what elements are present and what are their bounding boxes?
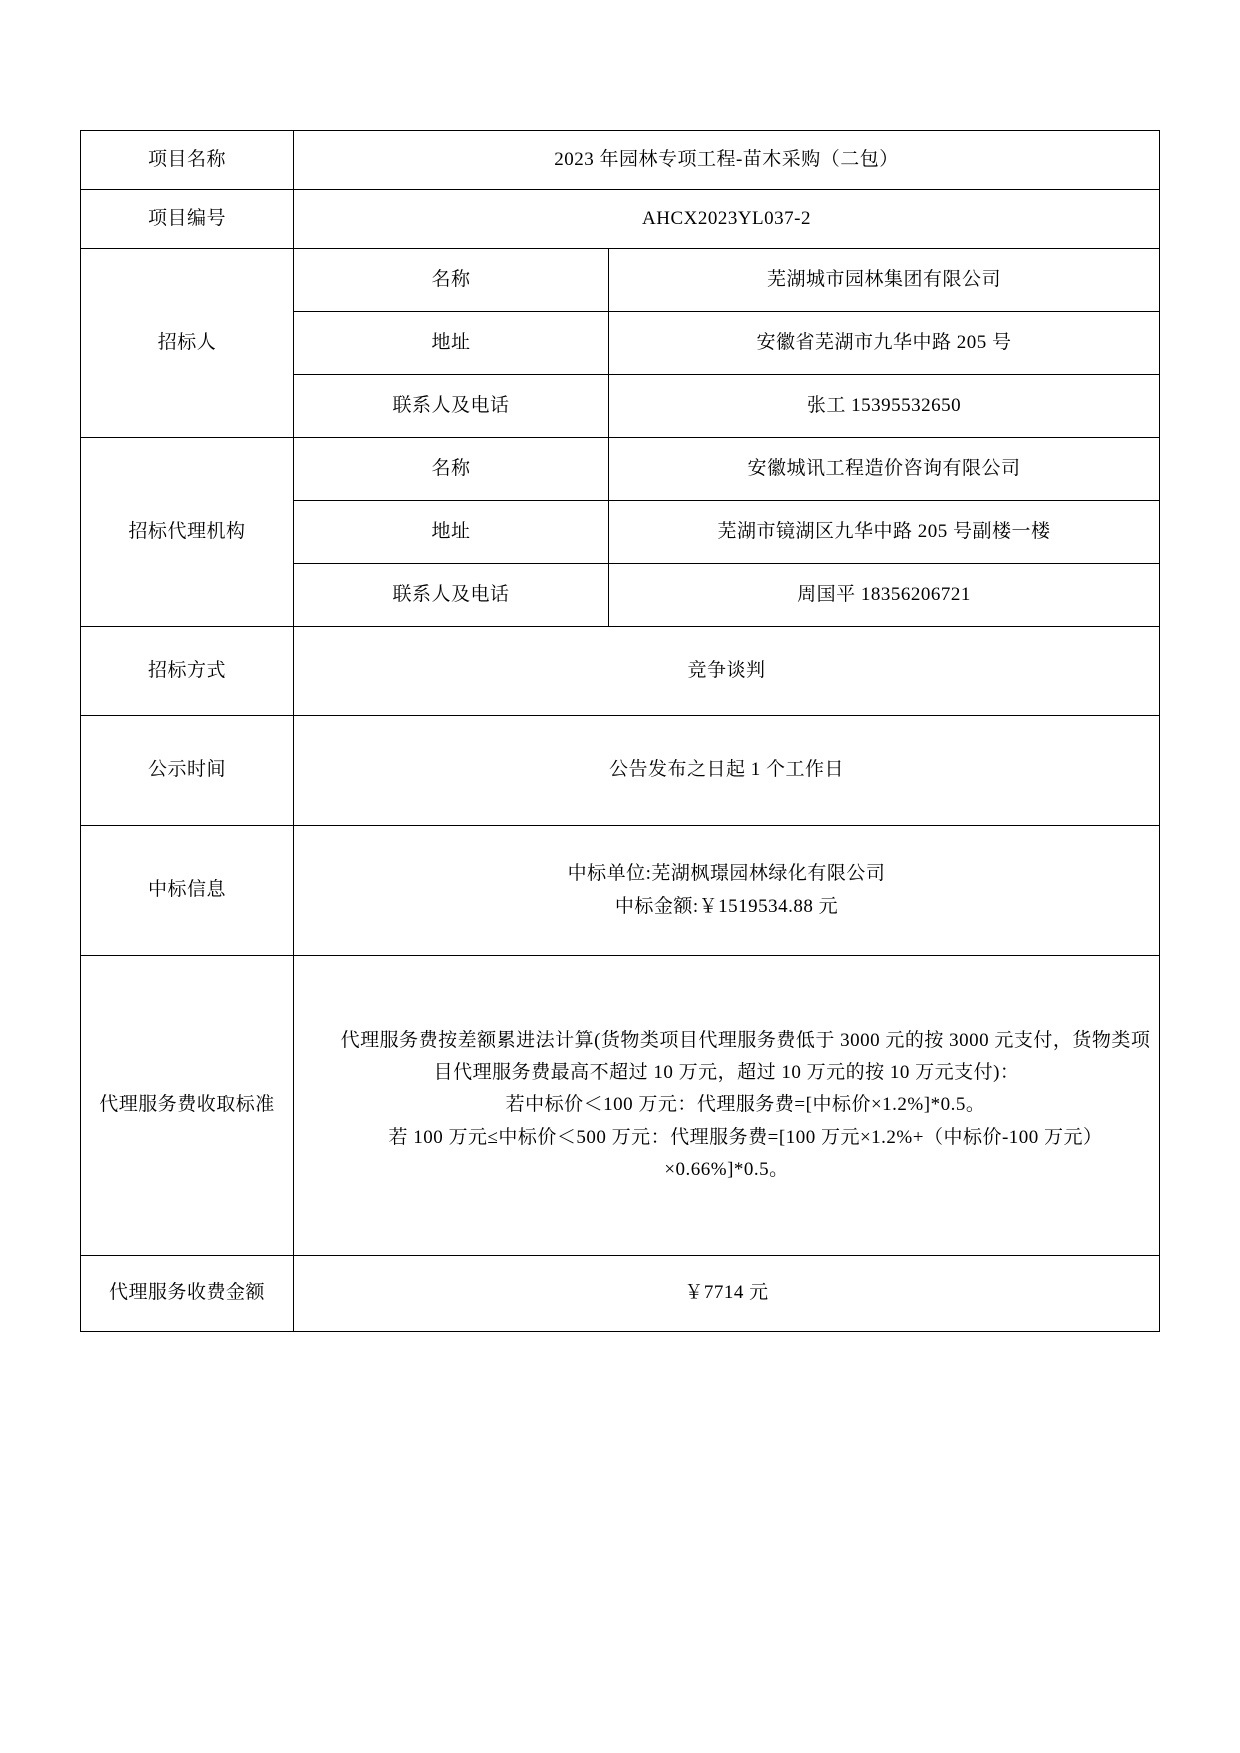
agency-value-name: 安徽城讯工程造价咨询有限公司 <box>609 438 1160 501</box>
row-label-winning-info: 中标信息 <box>81 826 294 956</box>
table-row <box>81 190 1160 249</box>
tenderee-value-contact: 张工 15395532650 <box>609 375 1160 438</box>
agency-sub-label-name: 名称 <box>294 438 609 501</box>
tenderee-value-address: 安徽省芜湖市九华中路 205 号 <box>609 312 1160 375</box>
agency-value-contact: 周国平 18356206721 <box>609 564 1160 627</box>
row-value-project-name: 2023 年园林专项工程-苗木采购（二包） <box>294 131 1160 190</box>
row-label-project-code: 项目编号 <box>81 190 294 249</box>
row-value-bid-method: 竞争谈判 <box>294 627 1160 716</box>
row-label-agency: 招标代理机构 <box>81 438 294 627</box>
fee-standard-paragraph-2: 若中标价＜100 万元：代理服务费=[中标价×1.2%]*0.5。 <box>505 1094 986 1116</box>
agency-value-address: 芜湖市镜湖区九华中路 205 号副楼一楼 <box>609 501 1160 564</box>
row-label-tenderee: 招标人 <box>81 249 294 438</box>
row-label-fee-standard <box>81 956 294 1256</box>
row-label-bid-method: 招标方式 <box>81 627 294 716</box>
fee-standard-paragraph-3: 若 100 万元≤中标价＜500 万元：代理服务费=[100 万元×1.2%+（中标价-100 万元）×0.66%]*0.5。 <box>388 1126 1103 1180</box>
tenderee-sub-label-address: 地址 <box>294 312 609 375</box>
tenderee-value-name: 芜湖城市园林集团有限公司 <box>609 249 1160 312</box>
table-row <box>81 438 1160 501</box>
table-row <box>81 249 1160 312</box>
winning-amount-line: 中标金额:￥1519534.88 元 <box>614 895 839 917</box>
bid-info-table <box>80 130 1160 1332</box>
table-row <box>81 826 1160 956</box>
fee-standard-label-text: 代理服务费收取标准 <box>99 1094 275 1116</box>
table-row <box>81 956 1160 1256</box>
row-value-publicity-time: 公告发布之日起 1 个工作日 <box>294 716 1160 826</box>
table-row <box>81 1256 1160 1332</box>
agency-sub-label-address: 地址 <box>294 501 609 564</box>
winning-unit-line: 中标单位:芜湖枫璟园林绿化有限公司 <box>567 863 886 885</box>
row-value-project-code: AHCX2023YL037-2 <box>294 190 1160 249</box>
tenderee-sub-label-name: 名称 <box>294 249 609 312</box>
table-row <box>81 131 1160 190</box>
row-value-fee-standard <box>294 956 1160 1256</box>
agency-sub-label-contact: 联系人及电话 <box>294 564 609 627</box>
row-label-project-name: 项目名称 <box>81 131 294 190</box>
table-row <box>81 716 1160 826</box>
row-value-fee-amount: ￥7714 元 <box>294 1256 1160 1332</box>
table-row <box>81 627 1160 716</box>
fee-standard-paragraph-1: 代理服务费按差额累进法计算(货物类项目代理服务费低于 3000 元的按 3000 元支付，货物类项目代理服务费最高不超过 10 万元，超过 10 万元的按 10 万元支付)： <box>340 1029 1151 1084</box>
row-value-winning-info <box>294 826 1160 956</box>
row-label-fee-amount: 代理服务收费金额 <box>81 1256 294 1332</box>
tenderee-sub-label-contact: 联系人及电话 <box>294 375 609 438</box>
row-label-publicity-time: 公示时间 <box>81 716 294 826</box>
